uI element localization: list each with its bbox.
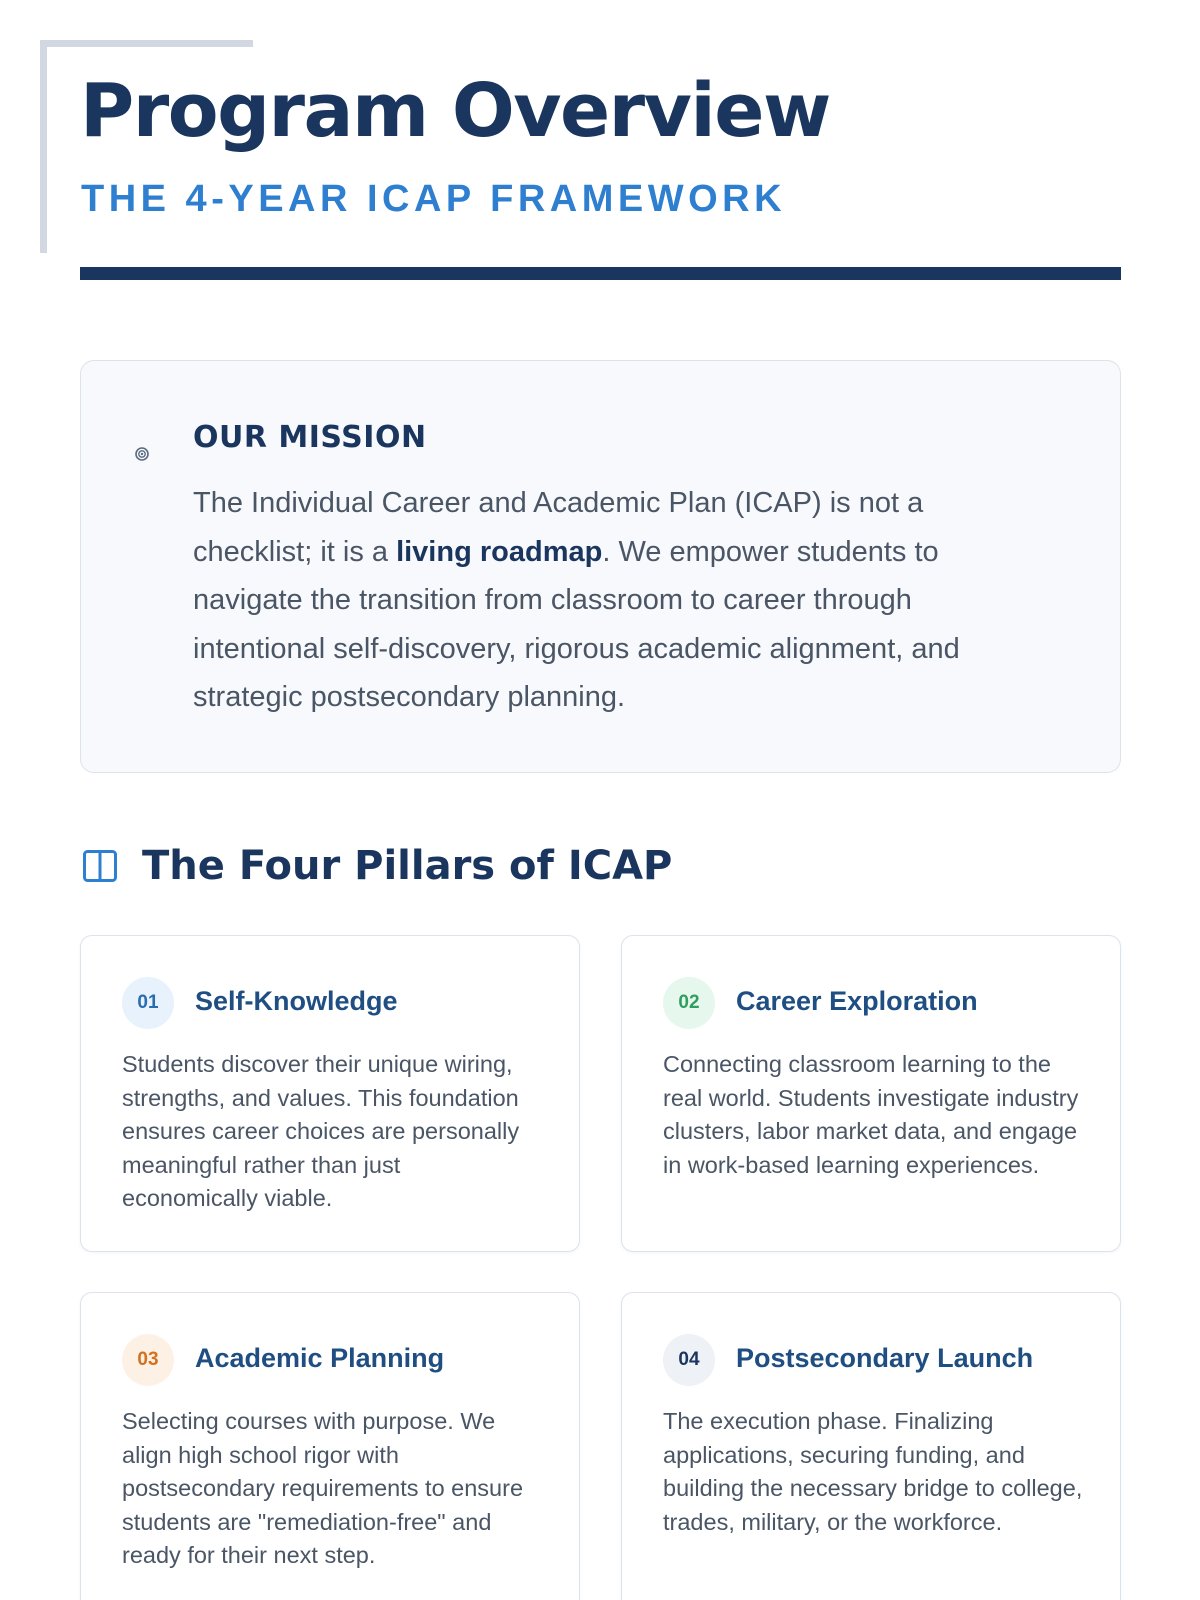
pillar-card-self-knowledge [80,935,580,1252]
mission-card [80,360,1121,773]
pillars-heading [82,843,673,889]
pillar-title: Postsecondary Launch [736,1343,1034,1373]
page-title: Program Overview [80,68,830,154]
pillar-description: Students discover their unique wiring, strengths, and values. This foundation ensures career choices are personally meaningful rather than just economically viable. [122,1051,520,1211]
pillar-description: Selecting courses with purpose. We align high school rigor with postsecondary requirements to ensure students are "remediation-free" and ready for their next step. [122,1408,524,1568]
mission-title: OUR MISSION [193,420,427,455]
pillar-card-academic-planning [80,1292,580,1600]
target-icon [135,447,149,461]
pillar-number-badge: 03 [122,1334,174,1386]
mission-text [193,479,1023,722]
pillar-title: Career Exploration [736,986,978,1016]
pillar-number-badge: 01 [122,977,174,1029]
pillar-card-career-exploration [621,935,1121,1252]
page-subtitle: THE 4-YEAR ICAP FRAMEWORK [81,178,787,220]
pillar-description: The execution phase. Finalizing applications, securing funding, and building the necessary bridge to college, trades, military, or the workforce. [663,1408,1083,1535]
columns-icon [82,848,118,884]
pillar-card-postsecondary-launch [621,1292,1121,1600]
pillar-description: Connecting classroom learning to the real world. Students investigate industry clusters, labor market data, and engage in work-based learning experiences. [663,1051,1079,1178]
pillar-number-badge: 04 [663,1334,715,1386]
mission-text-emphasis: living roadmap [396,535,603,568]
mission-text-start: The Individual Career and Academic Plan (ICAP) is not a checklist; it is a [193,487,924,568]
pillar-title: Academic Planning [195,1343,445,1373]
pillar-title: Self-Knowledge [195,986,398,1016]
pillars-title: The Four Pillars of ICAP [142,843,673,889]
title-divider [80,267,1121,280]
pillar-number-badge: 02 [663,977,715,1029]
mission-text-end: . We empower students to navigate the transition from classroom to career through intentional self-discovery, rigorous academic alignment, and strategic postsecondary planning. [193,535,960,713]
